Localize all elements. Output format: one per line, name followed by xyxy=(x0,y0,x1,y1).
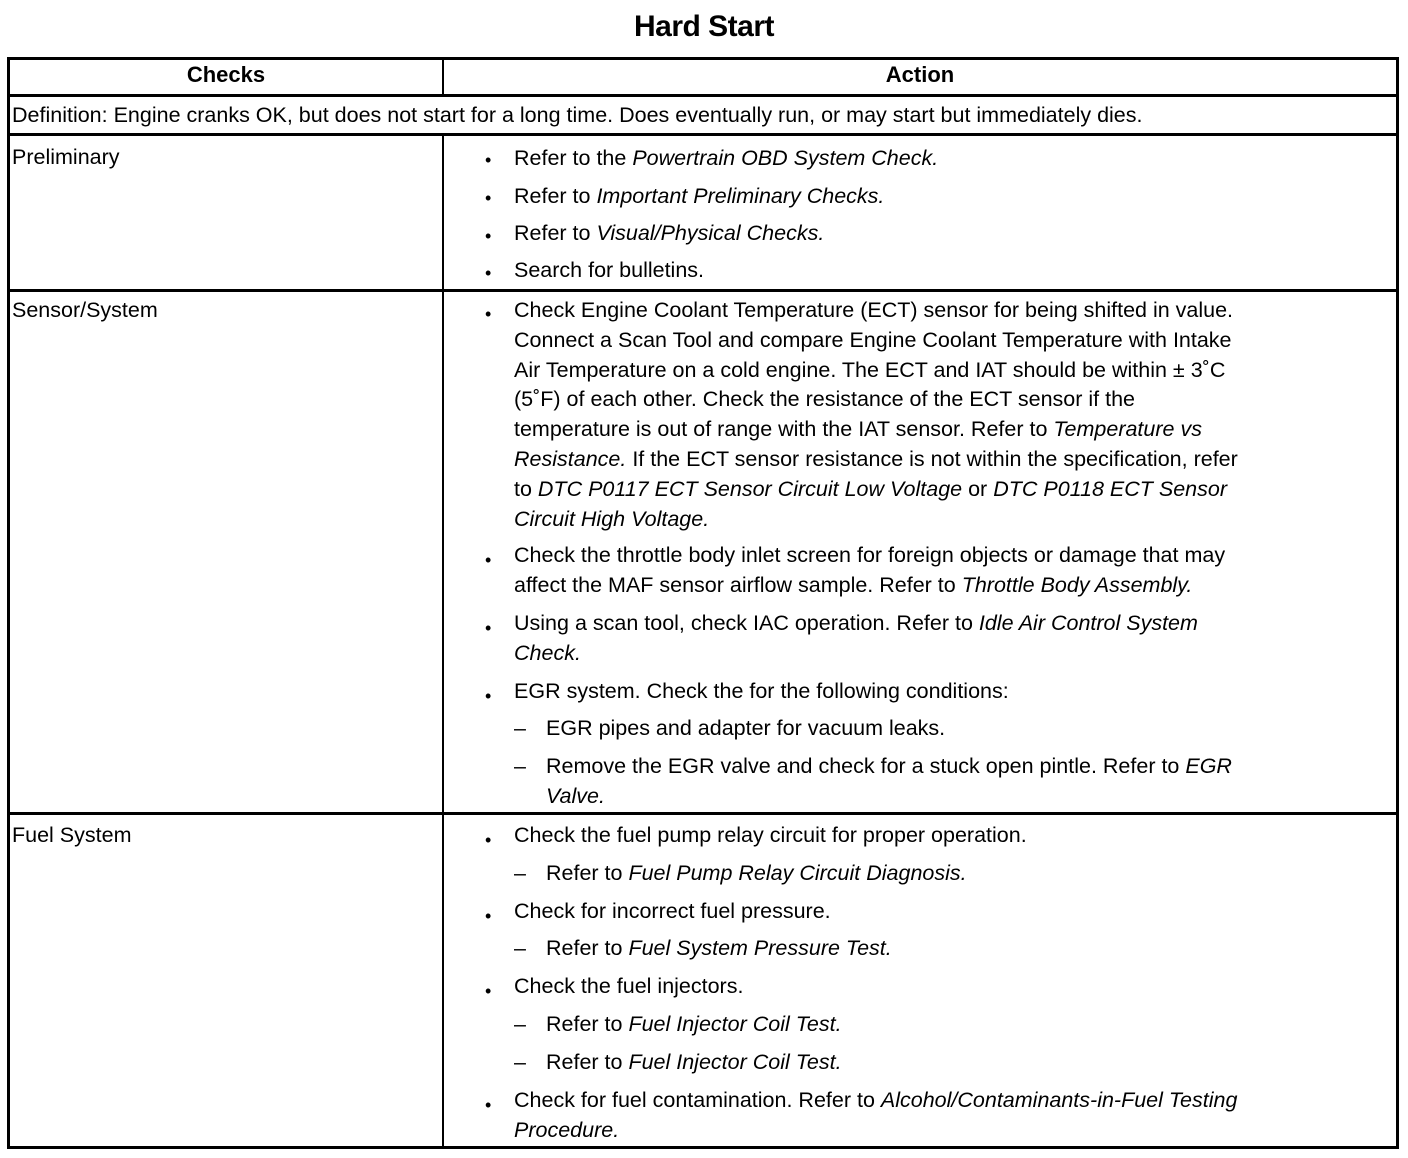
reference-link[interactable]: EGR xyxy=(1185,754,1232,778)
list-item: Refer to Important Preliminary Checks. xyxy=(514,184,885,208)
list-item: Check the throttle body inlet screen for foreign objects or damage that may affect the MAF sensor airflow sample. Refer to Throttle Body Assembly. xyxy=(514,543,1226,597)
bullet-icon: • xyxy=(485,981,492,1001)
list-item: Check the fuel injectors. xyxy=(514,974,744,998)
reference-link[interactable]: Fuel System Pressure Test. xyxy=(628,936,892,960)
bullet-icon: • xyxy=(485,830,492,850)
reference-link[interactable]: Temperature vs xyxy=(1053,417,1202,442)
dash-icon: – xyxy=(514,1050,526,1074)
checks-column-header: Checks xyxy=(186,62,266,87)
reference-link[interactable]: Visual/Physical Checks. xyxy=(596,221,825,245)
dash-icon: – xyxy=(514,936,526,960)
reference-link[interactable]: Throttle Body Assembly. xyxy=(961,572,1193,597)
list-item: Search for bulletins. xyxy=(514,258,705,282)
sub-list-item: Refer to Fuel System Pressure Test. xyxy=(546,936,892,960)
reference-link[interactable]: Fuel Injector Coil Test. xyxy=(628,1012,842,1036)
dash-icon: – xyxy=(514,1012,526,1036)
reference-link[interactable]: DTC P0118 ECT Sensor xyxy=(993,476,1228,501)
list-item: Check the fuel pump relay circuit for proper operation. xyxy=(514,823,1027,847)
dash-icon: – xyxy=(514,861,526,885)
reference-link[interactable]: Check. xyxy=(514,640,581,665)
bullet-icon: • xyxy=(485,150,492,170)
sub-list-item: Refer to Fuel Injector Coil Test. xyxy=(546,1012,842,1036)
row-divider xyxy=(7,289,1399,292)
reference-link[interactable]: Idle Air Control System xyxy=(978,611,1198,635)
reference-link[interactable]: Alcohol/Contaminants-in-Fuel Testing xyxy=(880,1088,1238,1112)
action-column-header: Action xyxy=(885,62,955,87)
sub-list-item: Refer to Fuel Injector Coil Test. xyxy=(546,1050,842,1074)
definition-text: Definition: Engine cranks OK, but does not start for a long time. Does eventually run, or may start but immediately dies. xyxy=(12,103,1143,127)
bullet-icon: • xyxy=(485,226,492,246)
reference-link[interactable]: Procedure. xyxy=(514,1117,620,1142)
reference-link[interactable]: Powertrain OBD System Check. xyxy=(632,146,939,170)
list-item: Check for fuel contamination. Refer to Alcohol/Contaminants-in-Fuel Testing Procedure. xyxy=(514,1088,1238,1142)
bullet-icon: • xyxy=(485,618,492,638)
reference-link[interactable]: Resistance. xyxy=(514,446,627,471)
bullet-icon: • xyxy=(485,188,492,208)
bullet-icon: • xyxy=(485,686,492,706)
reference-link[interactable]: Fuel Pump Relay Circuit Diagnosis. xyxy=(628,861,967,885)
check-preliminary: Preliminary xyxy=(12,145,120,169)
check-fuel-system: Fuel System xyxy=(12,823,132,847)
list-item: EGR system. Check the for the following conditions: xyxy=(514,679,1009,703)
reference-link[interactable]: Valve. xyxy=(546,783,605,808)
reference-link[interactable]: Circuit High Voltage. xyxy=(514,506,710,531)
sub-list-item: Remove the EGR valve and check for a stuck open pintle. Refer to EGR Valve. xyxy=(546,754,1232,808)
reference-link[interactable]: DTC P0117 ECT Sensor Circuit Low Voltage xyxy=(537,476,963,501)
list-item: Refer to the Powertrain OBD System Check. xyxy=(514,146,939,170)
list-item: Using a scan tool, check IAC operation. Refer to Idle Air Control System Check. xyxy=(514,611,1198,665)
sub-list-item: EGR pipes and adapter for vacuum leaks. xyxy=(546,716,946,740)
reference-link[interactable]: Important Preliminary Checks. xyxy=(596,184,885,208)
bullet-icon: • xyxy=(485,550,492,570)
bullet-icon: • xyxy=(485,1095,492,1115)
dash-icon: – xyxy=(514,754,526,778)
bullet-icon: • xyxy=(485,304,492,324)
definition-row-divider xyxy=(7,133,1399,136)
list-item: Check Engine Coolant Temperature (ECT) sensor for being shifted in value. Connect a Scan Tool and compare Engine Coolant Temperature with Intake Air Temperature on a cold engine. The ECT and IAT should be within ± 3˚C (5˚F) of each other. Check the resistance of the ECT sensor if the temperature is out of range with the IAT sensor. Refer to Temperature vs Resistance. If the ECT sensor resistance is not within the specification, refer to DTC P0117 ECT Sensor Circuit Low Voltage or DTC P0118 ECT Sensor Circuit High Voltage. xyxy=(514,298,1238,531)
dash-icon: – xyxy=(514,716,526,740)
sub-list-item: Refer to Fuel Pump Relay Circuit Diagnosis. xyxy=(546,861,967,885)
list-item: Check for incorrect fuel pressure. xyxy=(514,899,831,923)
check-sensor-system: Sensor/System xyxy=(12,298,158,322)
bullet-icon: • xyxy=(485,263,492,283)
header-row-divider xyxy=(7,94,1399,97)
page-title: Hard Start xyxy=(633,10,775,43)
body-column-divider xyxy=(442,135,444,1148)
row-divider xyxy=(7,812,1399,815)
reference-link[interactable]: Fuel Injector Coil Test. xyxy=(628,1050,842,1074)
list-item: Refer to Visual/Physical Checks. xyxy=(514,221,825,245)
bullet-icon: • xyxy=(485,906,492,926)
